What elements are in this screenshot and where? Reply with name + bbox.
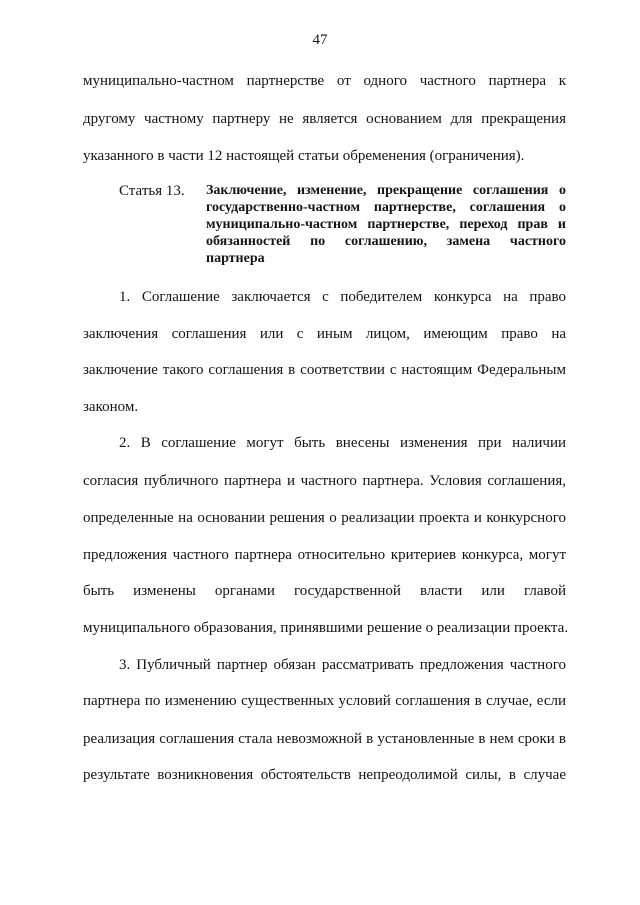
text-line: законом. (83, 399, 139, 415)
text-line: муниципально-частном партнерстве от одного частного партнера к (83, 73, 566, 89)
text-line: 1. Соглашение заключается с победителем конкурса на право (119, 289, 566, 305)
text-line: определенные на основании решения о реализации проекта и конкурсного (83, 510, 566, 526)
text-line: 2. В соглашение могут быть внесены изменения при наличии (119, 435, 566, 451)
page-number: 47 (312, 32, 328, 48)
article-number: Статья 13. (119, 183, 185, 199)
text-line: другому частному партнеру не является основанием для прекращения (83, 111, 566, 127)
article-title-line: муниципально-частном партнерстве, переход прав и (206, 217, 566, 232)
text-line: партнера по изменению существенных условий соглашения в случае, если (83, 693, 566, 709)
article-title-line: партнера (206, 251, 265, 266)
article-title-line: государственно-частном партнерстве, соглашения о (206, 200, 566, 215)
text-line: результате возникновения обстоятельств непреодолимой силы, в случае (83, 767, 566, 783)
text-line: реализация соглашения стала невозможной в установленные в нем сроки в (83, 731, 566, 747)
article-title-line: обязанностей по соглашению, замена частного (206, 234, 566, 249)
text-line: муниципального образования, принявшими решение о реализации проекта. (83, 620, 569, 636)
text-line: заключения соглашения или с иным лицом, имеющим право на (83, 326, 566, 342)
text-line: заключение такого соглашения в соответствии с настоящим Федеральным (83, 362, 566, 378)
text-line: предложения частного партнера относительно критериев конкурса, могут (83, 547, 566, 563)
text-line: быть изменены органами государственной власти или главой (83, 583, 566, 599)
article-title-line: Заключение, изменение, прекращение соглашения о (206, 183, 566, 198)
text-line: согласия публичного партнера и частного партнера. Условия соглашения, (83, 473, 566, 489)
text-line: 3. Публичный партнер обязан рассматривать предложения частного (119, 657, 566, 673)
text-line: указанного в части 12 настоящей статьи обременения (ограничения). (83, 148, 525, 164)
